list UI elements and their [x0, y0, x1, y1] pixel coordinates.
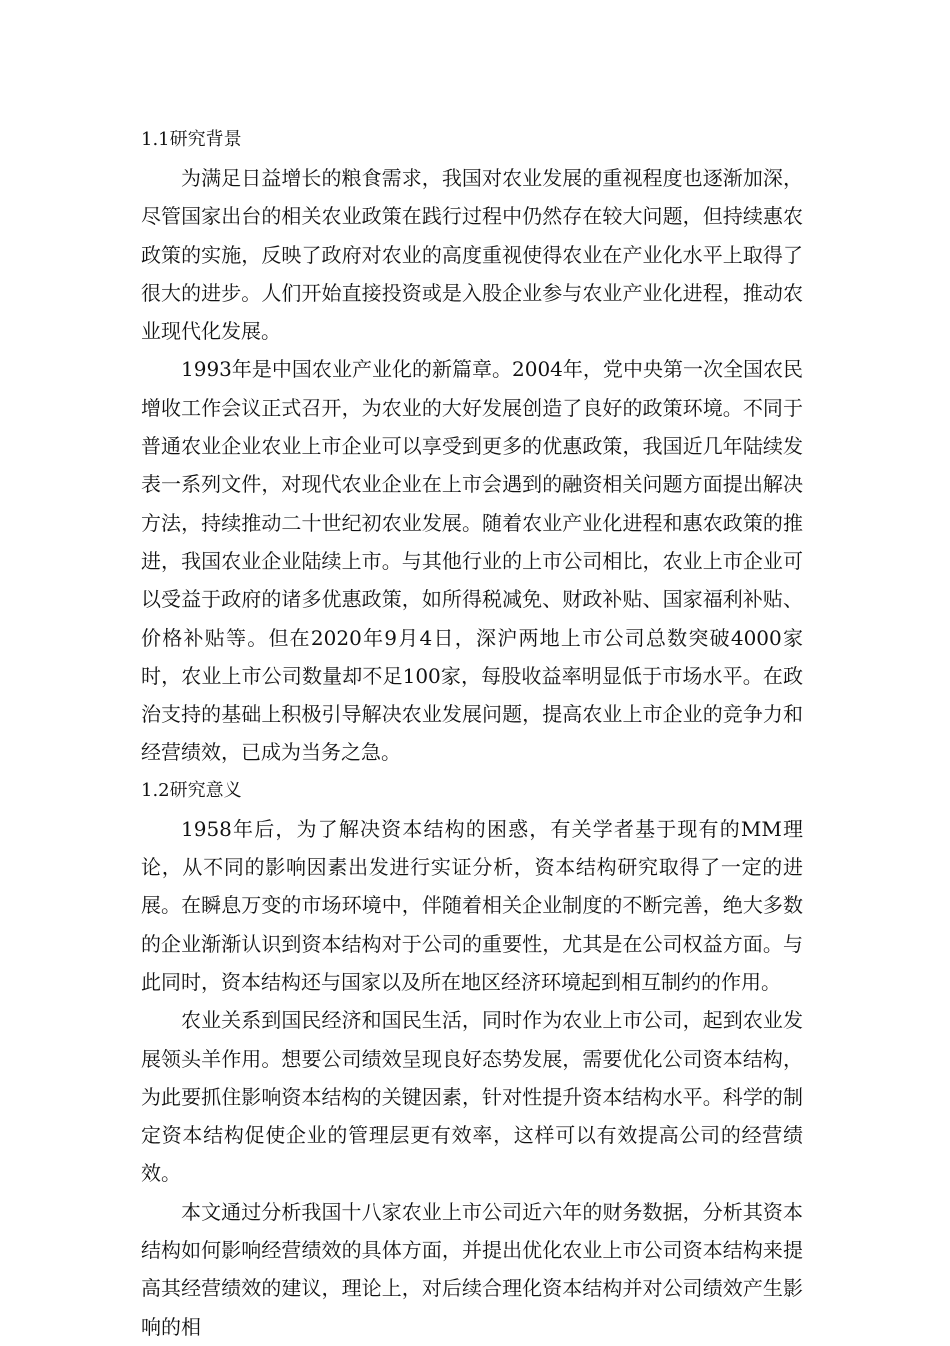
section-heading-significance: 1.2研究意义 [141, 779, 242, 801]
paragraph-significance-2: 农业关系到国民经济和国民生活，同时作为农业上市公司，起到农业发展领头羊作用。想要公司绩效呈现良好态势发展，需要优化公司资本结构，为此要抓住影响资本结构的关键因素，针对性提升资本结构水平。科学的制定资本结构促使企业的管理层更有效率，这样可以有效提高公司的经营绩效。 [141, 1008, 803, 1186]
document-body [141, 121, 803, 1346]
section-heading-background: 1.1研究背景 [141, 129, 242, 150]
paragraph-background-2: 1993年是中国农业产业化的新篇章。2004年，党中央第一次全国农民增收工作会议正式召开，为农业的大好发展创造了良好的政策环境。不同于普通农业企业农业上市企业可以享受到更多的优惠政策，我国近几年陆续发表一系列文件，对现代农业企业在上市会遇到的融资相关问题方面提出解决方法，持续推动二十世纪初农业发展。随着农业产业化进程和惠农政策的推进，我国农业企业陆续上市。与其他行业的上市公司相比，农业上市企业可以受益于政府的诸多优惠政策，如所得税减免、财政补贴、国家福利补贴、价格补贴等。但在2020年9月4日，深沪两地上市公司总数突破4000家时，农业上市公司数量却不足100家，每股收益率明显低于市场水平。在政治支持的基础上积极引导解决农业发展问题，提高农业上市企业的竞争力和经营绩效，已成为当务之急。 [141, 357, 803, 765]
paragraph-background-1: 为满足日益增长的粮食需求，我国对农业发展的重视程度也逐渐加深，尽管国家出台的相关农业政策在践行过程中仍然存在较大问题，但持续惠农政策的实施，反映了政府对农业的高度重视使得农业在产业化水平上取得了很大的进步。人们开始直接投资或是入股企业参与农业产业化进程，推动农业现代化发展。 [141, 166, 803, 344]
paragraph-significance-3: 本文通过分析我国十八家农业上市公司近六年的财务数据，分析其资本结构如何影响经营绩效的具体方面，并提出优化农业上市公司资本结构来提高其经营绩效的建议，理论上，对后续合理化资本结构并对公司绩效产生影响的相 [141, 1199, 803, 1339]
paragraph-significance-1: 1958年后，为了解决资本结构的困惑，有关学者基于现有的MM理论，从不同的影响因素出发进行实证分析，资本结构研究取得了一定的进展。在瞬息万变的市场环境中，伴随着相关企业制度的不断完善，绝大多数的企业渐渐认识到资本结构对于公司的重要性，尤其是在公司权益方面。与此同时，资本结构还与国家以及所在地区经济环境起到相互制约的作用。 [141, 816, 803, 994]
